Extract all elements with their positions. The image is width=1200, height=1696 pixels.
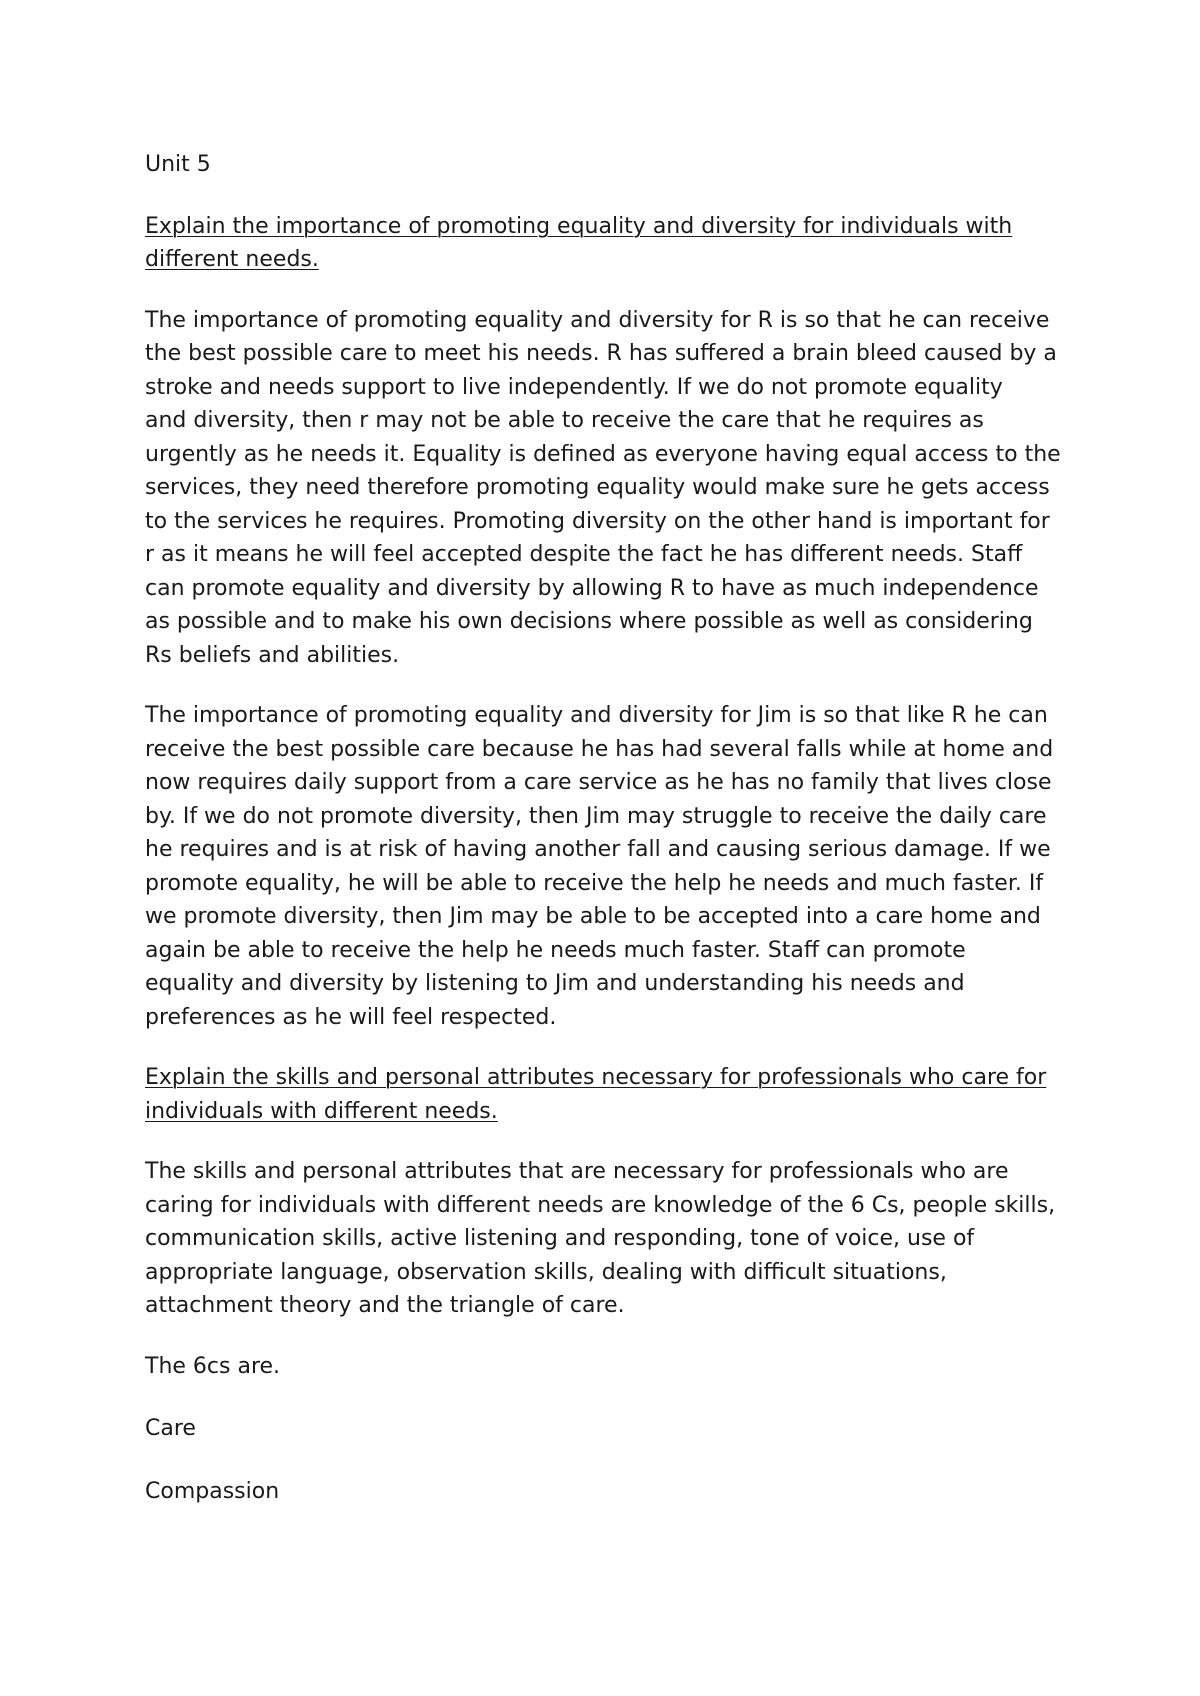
paragraph-r (145, 304, 1075, 673)
paragraph-line: The importance of promoting equality and diversity for Jim is so that like R he can (145, 703, 1048, 728)
paragraph-line: appropriate language, observation skills, dealing with difficult situations, (145, 1259, 947, 1285)
paragraph-line: now requires daily support from a care service as he has no family that lives close (145, 770, 1052, 795)
paragraph-jim (145, 699, 1075, 1034)
paragraph-line: the best possible care to meet his needs. R has suffered a brain bleed caused by a (145, 341, 1057, 366)
paragraph-skills (145, 1155, 1075, 1323)
paragraph-line: by. If we do not promote diversity, then Jim may struggle to receive the daily care (145, 803, 1047, 829)
paragraph-line: preferences as he will feel respected. (145, 1004, 557, 1030)
paragraph-line: promote equality, he will be able to receive the help he needs and much faster. If (145, 870, 1044, 896)
section-heading-equality-diversity (145, 210, 1075, 277)
paragraph-line: The importance of promoting equality and diversity for R is so that he can receive (145, 307, 1050, 333)
paragraph-line: caring for individuals with different needs are knowledge of the 6 Cs, people skills, (145, 1192, 1056, 1218)
paragraph-line: he requires and is at risk of having another fall and causing serious damage. If we (145, 837, 1051, 862)
heading-line: Explain the skills and personal attributes necessary for professionals who care for (145, 1065, 1047, 1090)
sixcs-item: Care (145, 1416, 196, 1441)
paragraph-line: attachment theory and the triangle of care. (145, 1293, 625, 1318)
heading-line: Explain the importance of promoting equality and diversity for individuals with (145, 213, 1013, 239)
paragraph-line: Rs beliefs and abilities. (145, 642, 400, 668)
paragraph-line: as possible and to make his own decisions where possible as well as considering (145, 609, 1033, 634)
paragraph-line: can promote equality and diversity by allowing R to have as much independence (145, 575, 1039, 601)
sixcs-intro: The 6cs are. (145, 1353, 281, 1379)
paragraph-line: communication skills, active listening and responding, tone of voice, use of (145, 1226, 975, 1251)
document-title: Unit 5 (145, 152, 211, 177)
paragraph-line: receive the best possible care because he has had several falls while at home and (145, 736, 1054, 762)
paragraph-line: urgently as he needs it. Equality is defined as everyone having equal access to the (145, 441, 1061, 467)
heading-line: different needs. (145, 247, 319, 272)
paragraph-line: stroke and needs support to live independently. If we do not promote equality (145, 374, 1003, 400)
heading-line: individuals with different needs. (145, 1098, 498, 1124)
paragraph-line: equality and diversity by listening to Jim and understanding his needs and (145, 971, 965, 996)
document-page (145, 148, 1075, 1508)
paragraph-line: services, they need therefore promoting equality would make sure he gets access (145, 475, 1050, 500)
sixcs-item: Compassion (145, 1478, 280, 1504)
paragraph-line: we promote diversity, then Jim may be able to be accepted into a care home and (145, 904, 1041, 929)
paragraph-line: again be able to receive the help he needs much faster. Staff can promote (145, 937, 966, 963)
paragraph-line: to the services he requires. Promoting diversity on the other hand is important for (145, 508, 1050, 534)
paragraph-line: The skills and personal attributes that are necessary for professionals who are (145, 1159, 1009, 1184)
paragraph-line: r as it means he will feel accepted despite the fact he has different needs. Staff (145, 542, 1023, 567)
paragraph-line: and diversity, then r may not be able to receive the care that he requires as (145, 408, 984, 433)
section-heading-skills-attributes (145, 1061, 1075, 1128)
